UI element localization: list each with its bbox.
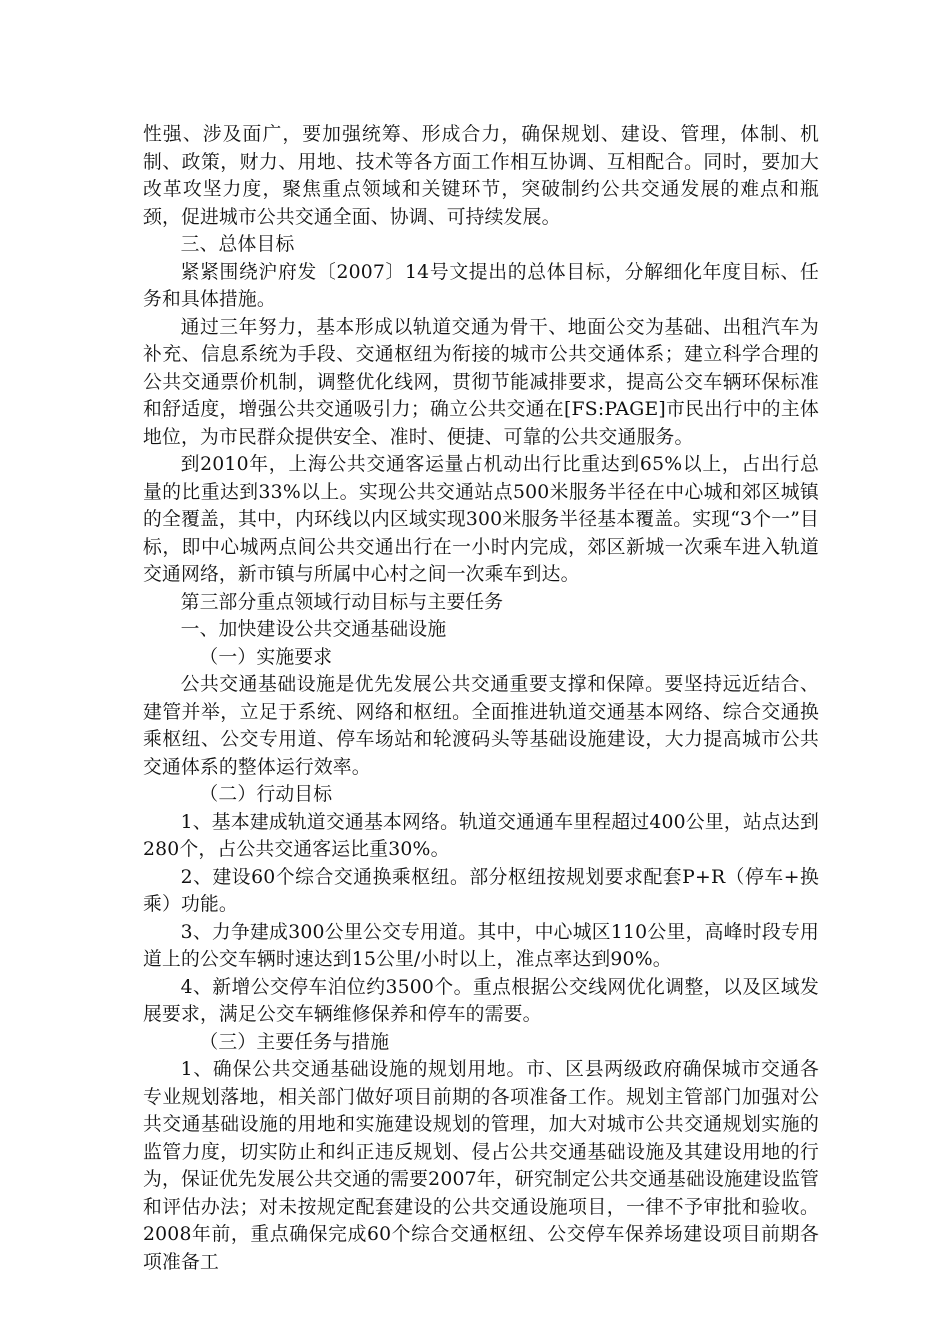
section-heading: 三、总体目标 <box>180 234 295 255</box>
paragraph: 到2010年，上海公共交通客运量占机动出行比重达到65%以上，占出行总量的比重达到33%以上。实现公共交通站点500米服务半径在中心城和郊区城镇的全覆盖，其中，内环线以内区域实现300米服务半径基本覆盖。实现“3个一”目标，即中心城两点间公共交通出行在一小时内完成，郊区新城一次乘车进入轨道交通网络，新市镇与所属中心村之间一次乘车到达。 <box>143 454 819 585</box>
section-heading: 一、加快建设公共交通基础设施 <box>180 619 447 640</box>
subsection-heading: （二）行动目标 <box>199 784 333 805</box>
paragraph: 紧紧围绕沪府发〔2007〕14号文提出的总体目标，分解细化年度目标、任务和具体措施。 <box>143 261 819 310</box>
paragraph: 性强、涉及面广，要加强统筹、形成合力，确保规划、建设、管理，体制、机制、政策，财力、用地、技术等各方面工作相互协调、互相配合。同时，要加大改革攻坚力度，聚焦重点领域和关键环节，突破制约公共交通发展的难点和瓶颈，促进城市公共交通全面、协调、可持续发展。 <box>143 124 819 228</box>
subsection-heading: （一）实施要求 <box>199 646 333 668</box>
subsection-heading: （三）主要任务与措施 <box>199 1031 390 1053</box>
list-item: 3、力争建成300公里公交专用道。其中，中心城区110公里，高峰时段专用道上的公交车辆时速达到15公里/小时以上，准点率达到90%。 <box>143 921 819 970</box>
list-item: 2、建设60个综合交通换乘枢纽。部分枢纽按规划要求配套P+R（停车+换乘）功能。 <box>143 866 819 915</box>
part-heading: 第三部分重点领域行动目标与主要任务 <box>180 591 504 613</box>
list-item: 1、确保公共交通基础设施的规划用地。市、区县两级政府确保城市交通各专业规划落地，相关部门做好项目前期的各项准备工作。规划主管部门加强对公共交通基础设施的用地和实施建设规划的管理，加大对城市公共交通规划实施的监管力度，切实防止和纠正违反规划、侵占公共交通基础设施及其建设用地的行为，保证优先发展公共交通的需要2007年，研究制定公共交通基础设施建设监管和评估办法；对未按规定配套建设的公共交通设施项目，一律不予审批和验收。2008年前，重点确保完成60个综合交通枢纽、公交停车保养场建设项目前期各项准备工 <box>143 1059 819 1273</box>
paragraph: 通过三年努力，基本形成以轨道交通为骨干、地面公交为基础、出租汽车为补充、信息系统为手段、交通枢纽为衔接的城市公共交通体系；建立科学合理的公共交通票价机制，调整优化线网，贯彻节能减排要求，提高公交车辆环保标准和舒适度，增强公共交通吸引力；确立公共交通在[FS:PAGE]市民出行中的主体地位，为市民群众提供安全、准时、便捷、可靠的公共交通服务。 <box>143 316 819 448</box>
list-item: 1、基本建成轨道交通基本网络。轨道交通通车里程超过400公里，站点达到280个，占公共交通客运比重30%。 <box>143 811 819 860</box>
paragraph: 公共交通基础设施是优先发展公共交通重要支撑和保障。要坚持远近结合、建管并举，立足于系统、网络和枢纽。全面推进轨道交通基本网络、综合交通换乘枢纽、公交专用道、停车场站和轮渡码头等基础设施建设，大力提高城市公共交通体系的整体运行效率。 <box>143 674 819 778</box>
document-page <box>143 121 819 1276</box>
list-item: 4、新增公交停车泊位约3500个。重点根据公交线网优化调整，以及区域发展要求，满足公交车辆维修保养和停车的需要。 <box>143 976 819 1025</box>
